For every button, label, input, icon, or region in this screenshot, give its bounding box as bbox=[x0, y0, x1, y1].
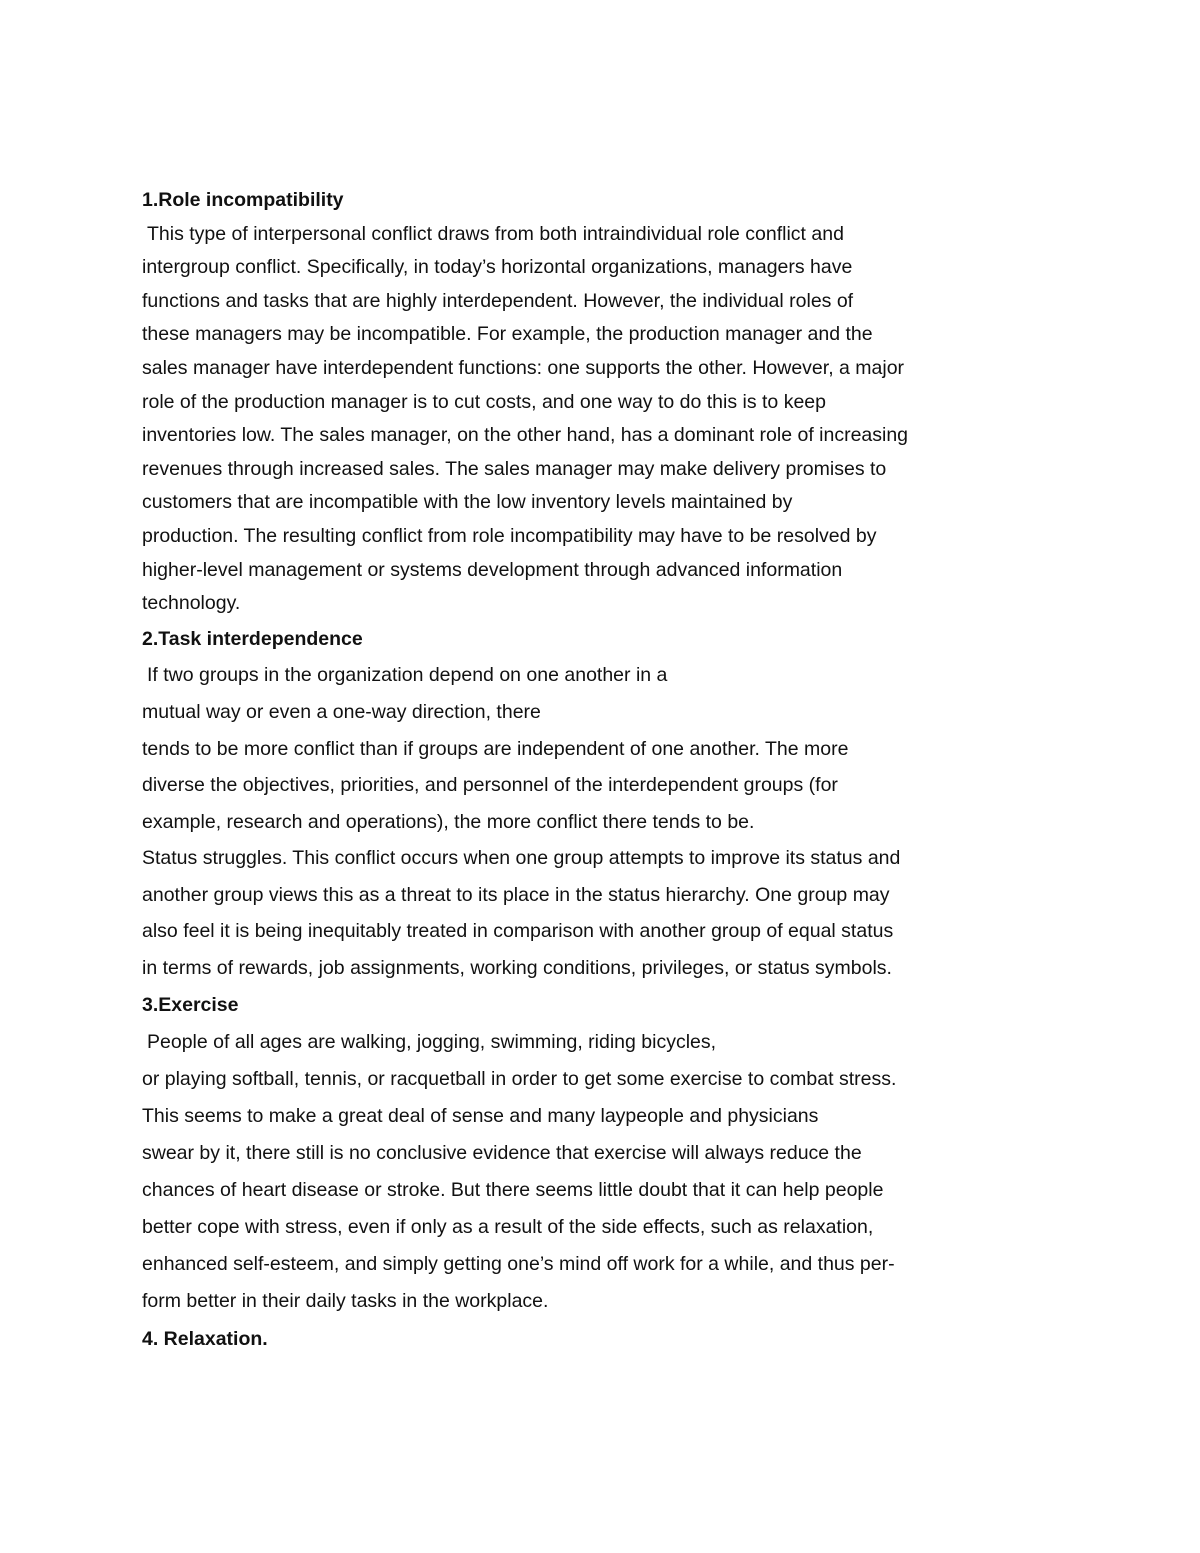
section-exercise bbox=[142, 987, 1072, 1321]
paragraph-line: diverse the objectives, priorities, and personnel of the interdependent groups (for bbox=[142, 774, 838, 797]
paragraph-line: in terms of rewards, job assignments, working conditions, privileges, or status symbols. bbox=[142, 957, 892, 980]
paragraph-line: People of all ages are walking, jogging, swimming, riding bicycles, bbox=[147, 1030, 717, 1053]
paragraph-line: This type of interpersonal conflict draws from both intraindividual role conflict and bbox=[147, 222, 844, 245]
paragraph-line: enhanced self-esteem, and simply getting one’s mind off work for a while, and thus per- bbox=[142, 1253, 895, 1276]
section-heading: 4. Relaxation. bbox=[142, 1327, 268, 1350]
paragraph-line: tends to be more conflict than if groups are independent of one another. The more bbox=[142, 737, 849, 760]
paragraph-line: another group views this as a threat to its place in the status hierarchy. One group may bbox=[142, 883, 890, 906]
paragraph-line: form better in their daily tasks in the workplace. bbox=[142, 1290, 549, 1313]
paragraph-line: also feel it is being inequitably treated in comparison with another group of equal status bbox=[142, 920, 894, 943]
section-relaxation bbox=[142, 1321, 1072, 1358]
paragraph-line: higher-level management or systems development through advanced information bbox=[142, 558, 843, 581]
paragraph-line: example, research and operations), the more conflict there tends to be. bbox=[142, 810, 755, 833]
paragraph-line: these managers may be incompatible. For example, the production manager and the bbox=[142, 323, 873, 346]
section-heading: 1.Role incompatibility bbox=[142, 189, 344, 211]
paragraph-line: Status struggles. This conflict occurs when one group attempts to improve its status and bbox=[142, 847, 901, 870]
section-role-incompatibility bbox=[142, 184, 1072, 621]
paragraph-line: technology. bbox=[142, 592, 241, 615]
paragraph-line: chances of heart disease or stroke. But there seems little doubt that it can help people bbox=[142, 1179, 884, 1202]
paragraph-line: customers that are incompatible with the low inventory levels maintained by bbox=[142, 491, 793, 514]
section-heading: 3.Exercise bbox=[142, 993, 239, 1016]
paragraph-line: swear by it, there still is no conclusive evidence that exercise will always reduce the bbox=[142, 1142, 862, 1165]
section-task-interdependence bbox=[142, 621, 1072, 987]
paragraph-line: revenues through increased sales. The sales manager may make delivery promises to bbox=[142, 457, 887, 480]
paragraph-line: sales manager have interdependent functions: one supports the other. However, a major bbox=[142, 356, 905, 379]
paragraph-line: better cope with stress, even if only as a result of the side effects, such as relaxation, bbox=[142, 1216, 874, 1239]
paragraph-line: or playing softball, tennis, or racquetball in order to get some exercise to combat stress. bbox=[142, 1067, 897, 1090]
paragraph-line: functions and tasks that are highly interdependent. However, the individual roles of bbox=[142, 289, 854, 312]
paragraph-line: If two groups in the organization depend on one another in a bbox=[147, 664, 668, 687]
paragraph-line: mutual way or even a one-way direction, there bbox=[142, 700, 541, 723]
document-page bbox=[142, 184, 1072, 1358]
section-heading: 2.Task interdependence bbox=[142, 627, 363, 650]
paragraph-line: This seems to make a great deal of sense and many laypeople and physicians bbox=[142, 1104, 819, 1127]
paragraph-line: production. The resulting conflict from role incompatibility may have to be resolved by bbox=[142, 524, 877, 547]
paragraph-line: role of the production manager is to cut costs, and one way to do this is to keep bbox=[142, 390, 826, 413]
paragraph-line: inventories low. The sales manager, on the other hand, has a dominant role of increasing bbox=[142, 424, 909, 447]
paragraph-line: intergroup conflict. Specifically, in today’s horizontal organizations, managers have bbox=[142, 256, 853, 279]
